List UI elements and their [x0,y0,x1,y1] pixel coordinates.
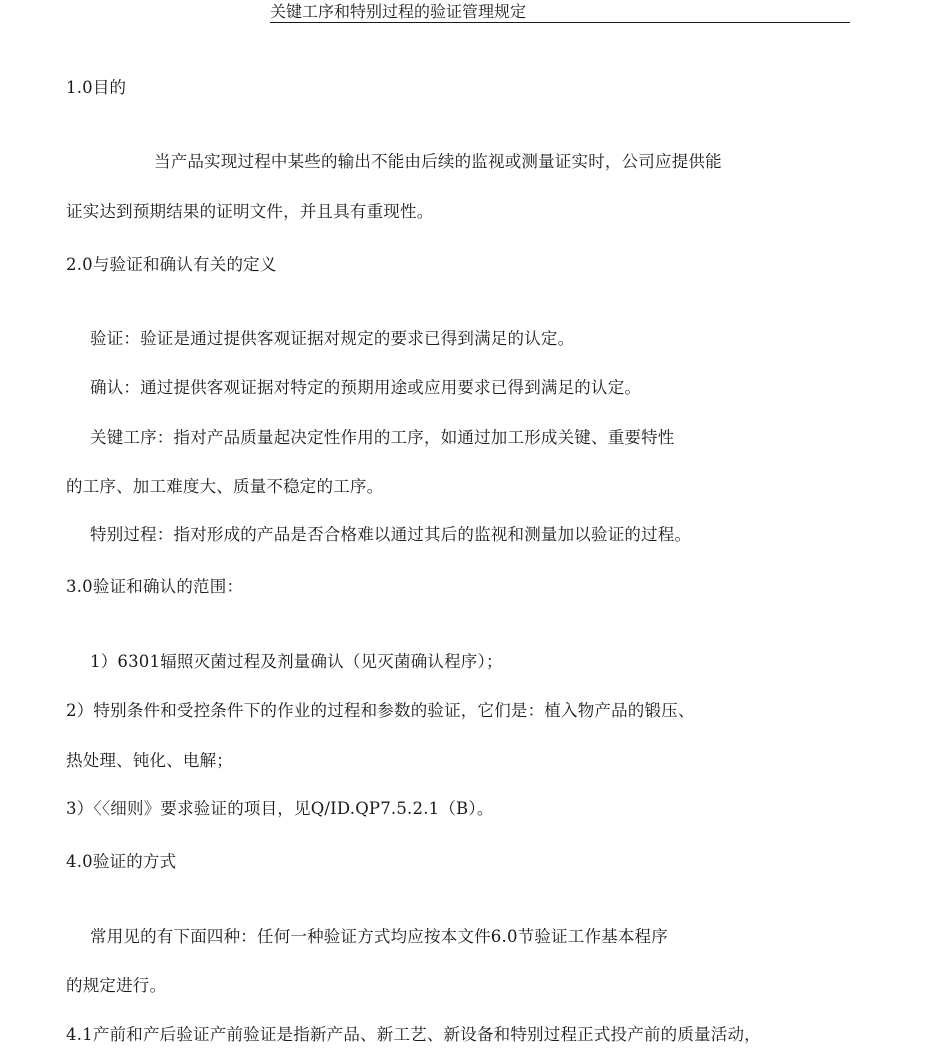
paragraph-line: 的规定进行。 [66,976,167,995]
scope-item-3: 3）〈〈细则》要求验证的项目，见Q/ID.QP7.5.2.1（B）。 [66,799,494,818]
scope-item-2: 2）特别条件和受控条件下的作业的过程和参数的验证，它们是：植入物产品的锻压、 [66,701,695,720]
section-heading-purpose: 1.0目的 [66,78,127,97]
section-heading-methods: 4.0验证的方式 [66,852,177,871]
paragraph-line: 的工序、加工难度大、质量不稳定的工序。 [66,477,384,496]
section-heading-scope: 3.0验证和确认的范围： [66,577,244,596]
paragraph-line: 当产品实现过程中某些的输出不能由后续的监视或测量证实时，公司应提供能 [154,152,722,171]
paragraph-line: 热处理、钝化、电解； [66,751,233,770]
section-heading-definitions: 2.0与验证和确认有关的定义 [66,255,277,274]
definition-key-process: 关键工序：指对产品质量起决定性作用的工序，如通过加工形成关键、重要特性 [90,428,675,447]
scope-item-1: 1）6301辐照灭菌过程及剂量确认（见灭菌确认程序）； [90,652,503,671]
document-header: 关键工序和特别过程的验证管理规定 [270,2,850,23]
definition-verification: 验证：验证是通过提供客观证据对规定的要求已得到满足的认定。 [90,329,575,348]
definition-special-process: 特别过程：指对形成的产品是否合格难以通过其后的监视和测量加以验证的过程。 [90,525,692,544]
paragraph-line: 证实达到预期结果的证明文件，并且具有重现性。 [66,202,434,221]
subsection-4-1: 4.1产前和产后验证产前验证是指新产品、新工艺、新设备和特别过程正式投产前的质量活动， [66,1025,761,1044]
definition-validation: 确认：通过提供客观证据对特定的预期用途或应用要求已得到满足的认定。 [90,378,642,397]
paragraph-line: 常用见的有下面四种：任何一种验证方式均应按本文件6.0节验证工作基本程序 [90,927,668,946]
